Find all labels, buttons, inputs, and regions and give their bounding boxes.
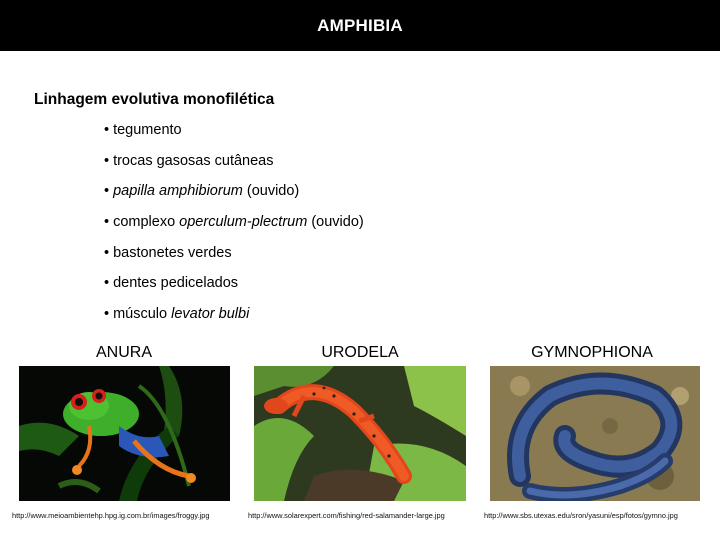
frog-photo: [19, 366, 230, 501]
salamander-source-url[interactable]: http://www.solarexpert.com/fishing/red-salamander-large.jpg: [248, 511, 445, 520]
slide-heading: Linhagem evolutiva monofilética: [34, 91, 275, 108]
urodela-label: URODELA: [321, 344, 399, 361]
title-bar: [0, 0, 720, 51]
bullet-item: • dentes pedicelados: [104, 275, 239, 292]
gymnophiona-label: GYMNOPHIONA: [531, 344, 653, 361]
bullet-item: • tegumento: [104, 122, 182, 138]
caecilian-source-url[interactable]: http://www.sbs.utexas.edu/sron/yasuni/esp/fotos/gymno.jpg: [484, 511, 678, 520]
caecilian-photo: [490, 366, 700, 501]
salamander-photo: [254, 366, 466, 501]
bullet-list: [104, 120, 364, 335]
bullet-item: • complexo operculum-plectrum (ouvido): [104, 214, 364, 231]
bullet-item: • papilla amphibiorum (ouvido): [104, 183, 300, 200]
bullet-item: • músculo levator bulbi: [104, 306, 250, 323]
bullet-item: • trocas gasosas cutâneas: [104, 152, 274, 169]
bullet-item: • bastonetes verdes: [104, 244, 232, 261]
anura-label: ANURA: [95, 344, 152, 361]
slide-title: AMPHIBIA: [317, 16, 403, 35]
frog-source-url[interactable]: http://www.meioambientehp.hpg.ig.com.br/images/froggy.jpg: [12, 511, 210, 520]
